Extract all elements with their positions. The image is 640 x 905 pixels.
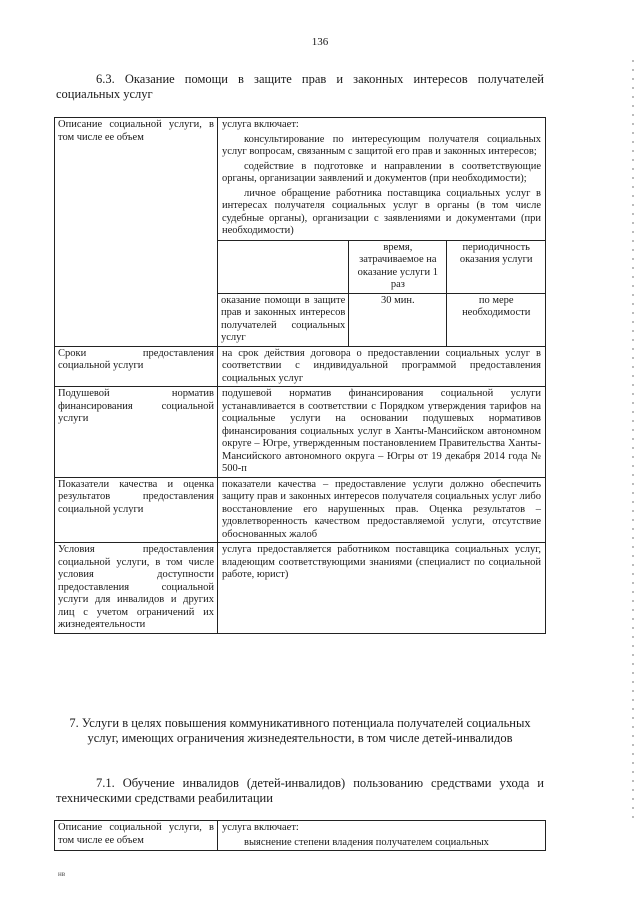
row-content-description: [218, 118, 546, 347]
content-intro: услуга включает:: [222, 119, 299, 130]
inner-empty-cell: [218, 240, 349, 293]
terms-text: на срок действия договора о предоставлении социальных услуг в соответствии с индивидуальной программой предоставления социальных услуг: [222, 347, 541, 384]
row-label-description: Описание социальной услуги, в том числе ее объем: [55, 118, 218, 347]
section-heading-7: 7. Услуги в целях повышения коммуникативного потенциала получателей социальных услуг, имеющих ограничения жизнедеятельности, в том числе детей-инвалидов: [69, 716, 531, 745]
row-content-terms: [218, 346, 546, 387]
row-content-financing: [218, 387, 546, 478]
inner-value-row: [218, 293, 545, 346]
time-value-cell: 30 мин.: [349, 293, 447, 346]
row-label-financing: Подушевой норматив финансирования социальной услуги: [55, 387, 218, 478]
service-name-cell: оказание помощи в защите прав и законных интересов получателей социальных услуг: [218, 293, 349, 346]
row-content-quality: [218, 477, 546, 543]
content-item: консультирование по интересующим получателя социальных услуг вопросам, связанным с защитой его прав и законных интересов;: [222, 133, 541, 157]
period-header: периодичность оказания услуги: [447, 240, 545, 293]
quality-text: показатели качества – предоставление услуги должно обеспечить защиту прав и законных интересов получателя социальных услуг либо восстановление его нарушенных прав. Оценка результатов – удовлетворенность качеством предоставляемой услуги, отсутствие обоснованных жалоб: [222, 478, 541, 540]
row-content-description: [218, 821, 546, 851]
scan-edge-line: [632, 60, 634, 820]
row-label-description: Описание социальной услуги, в том числе ее объем: [55, 821, 218, 851]
table-row-quality: [55, 477, 546, 543]
page-number: 136: [311, 36, 329, 48]
table-row-financing: [55, 387, 546, 478]
period-value-cell: по мере необходимости: [447, 293, 545, 346]
service-time-table: [218, 240, 545, 346]
inner-header-row: [218, 240, 545, 293]
content-item: личное обращение работника поставщика социальных услуг в интересах получателя социальных услуг в органы (в том числе судебные органы), организации с заявлениями и документами (при необходимости): [222, 187, 541, 236]
time-header: время, затрачиваемое на оказание услуги 1 раз: [349, 240, 447, 293]
table-row-conditions: [55, 543, 546, 634]
service-table-7-1: [54, 820, 546, 851]
row-content-conditions: [218, 543, 546, 634]
table-row-terms: [55, 346, 546, 387]
row-label-terms: Сроки предоставления социальной услуги: [55, 346, 218, 387]
table-row-description: [55, 821, 546, 851]
section-heading-6-3: 6.3. Оказание помощи в защите прав и законных интересов получателей социальных услуг: [56, 72, 544, 101]
footer-mark: нв: [58, 870, 66, 878]
row-label-conditions: Условия предоставления социальной услуги, в том числе условия доступности предоставления социальной услуги для инвалидов и других лиц с учетом ограничений их жизнедеятельности: [55, 543, 218, 634]
content-item: выяснение степени владения получателем социальных: [244, 836, 489, 848]
table-row-description: [55, 118, 546, 347]
row-label-quality: Показатели качества и оценка результатов предоставления социальной услуги: [55, 477, 218, 543]
content-item: содействие в подготовке и направлении в соответствующие органы, организации заявлений и документов (при необходимости);: [222, 160, 541, 184]
financing-text: подушевой норматив финансирования социальной услуги устанавливается в соответствии с Порядком утверждения тарифов на социальные услуги на основании подушевых нормативов финансирования социальных услуг в Ханты-Мансийском автономном округе – Югре, утвержденным постановлением Правительства Ханты-Мансийского автономного округа – Югры от 19 декабря 2014 года № 500-п: [222, 388, 541, 474]
content-intro: услуга включает:: [222, 822, 299, 833]
conditions-text: услуга предоставляется работником поставщика социальных услуг, владеющим соответствующими знаниями (специалист по социальной работе, юрист): [222, 544, 541, 580]
service-table-6-3: [54, 117, 546, 634]
section-heading-7-1: 7.1. Обучение инвалидов (детей-инвалидов) пользованию средствами ухода и техническими средствами реабилитации: [56, 776, 544, 805]
